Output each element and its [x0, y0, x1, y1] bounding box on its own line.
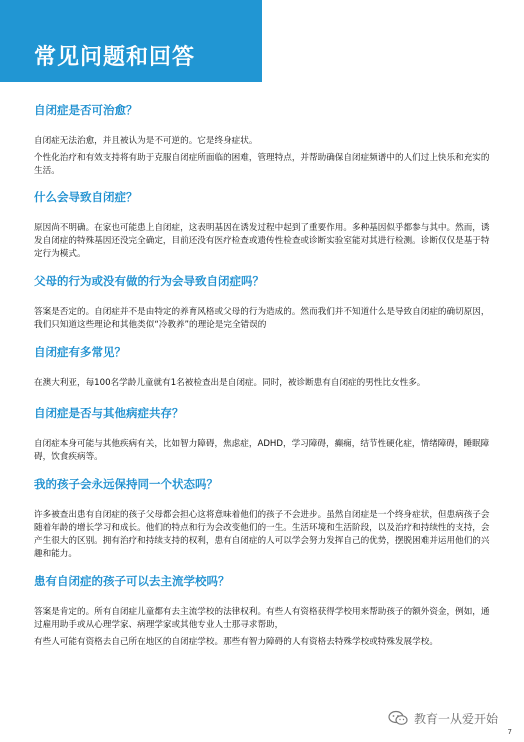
- faq-question: 父母的行为或没有做的行为会导致自闭症吗？: [34, 274, 264, 288]
- faq-item: [34, 477, 496, 561]
- faq-question: 自闭症是否可治愈？: [34, 103, 138, 117]
- faq-item: [34, 103, 496, 178]
- faq-answer: 自闭症无法治愈，并且被认为是不可逆的。它是终身症状。: [34, 136, 258, 146]
- footer-brand: [388, 706, 514, 730]
- faq-answer: 在澳大利亚，每100名学龄儿童就有1名被检查出是自闭症。同时，被诊断患有自闭症的男性比女性多。: [34, 378, 426, 388]
- faq-question: 什么会导致自闭症？: [34, 190, 138, 204]
- faq-answer: 个性化治疗和有效支持将有助于克服自闭症所面临的困难，管理特点，并帮助确保自闭症频谱中的人们过上快乐和充实的生活。: [34, 153, 490, 176]
- brand-name: 教育一从爱开始: [414, 711, 499, 726]
- faq-answer: 答案是否定的。自闭症并不是由特定的养育风格或父母的行为造成的。然而我们并不知道什么是导致自闭症的确切原因，我们只知道这些理论和其他类似“冷教养”的理论是完全错误的: [34, 307, 490, 330]
- page-number: 7: [507, 728, 512, 736]
- title-banner: [0, 0, 262, 82]
- faq-answer: 许多被查出患有自闭症的孩子父母都会担心这将意味着他们的孩子不会进步。虽然自闭症是一个终身症状，但患病孩子会随着年龄的增长学习和成长。他们的特点和行为会改变他们的一生。生活环境和生活阶段，以及治疗和持续性的支持，会产生很大的区别。拥有治疗和持续支持的权利，患有自闭症的人可以学会努力发挥自己的优势，摆脱困难并运用他们的兴趣和能力。: [34, 510, 490, 559]
- wechat-icon: [388, 710, 408, 726]
- faq-content: [34, 103, 496, 649]
- faq-item: [34, 190, 496, 261]
- faq-question: 患有自闭症的孩子可以去主流学校吗？: [34, 574, 230, 588]
- faq-item: [34, 274, 496, 332]
- faq-item: [34, 345, 496, 390]
- faq-item: [34, 406, 496, 464]
- faq-answer: 答案是肯定的。所有自闭症儿童都有去主流学校的法律权利。有些人有资格获得学校用来帮助孩子的额外资金，例如，通过雇用助手或从心理学家、病理学家或其他专业人士那寻求帮助，: [34, 607, 490, 630]
- page-title: 常见问题和回答: [34, 45, 196, 70]
- faq-answer: 有些人可能有资格去自己所在地区的自闭症学校。那些有智力障碍的人有资格去特殊学校或特殊发展学校。: [34, 637, 438, 647]
- faq-question: 我的孩子会永远保持同一个状态吗？: [34, 477, 218, 491]
- faq-question: 自闭症是否与其他病症共存？: [34, 406, 184, 420]
- faq-item: [34, 574, 496, 649]
- faq-answer: 原因尚不明确。在家也可能患上自闭症，这表明基因在诱发过程中起到了重要作用。多种基因似乎都参与其中。然而，诱发自闭症的特殊基因还没完全确定，目前还没有医疗检查或遗传性检查或诊断实验室能对其进行检测。诊断仅仅是基于特定行为模式。: [34, 223, 490, 259]
- faq-answer: 自闭症本身可能与其他疾病有关，比如智力障碍，焦虑症，ADHD，学习障碍，癫痫，结节性硬化症，情绪障碍，睡眠障碍，饮食疾病等。: [34, 439, 490, 462]
- faq-question: 自闭症有多常见？: [34, 345, 126, 359]
